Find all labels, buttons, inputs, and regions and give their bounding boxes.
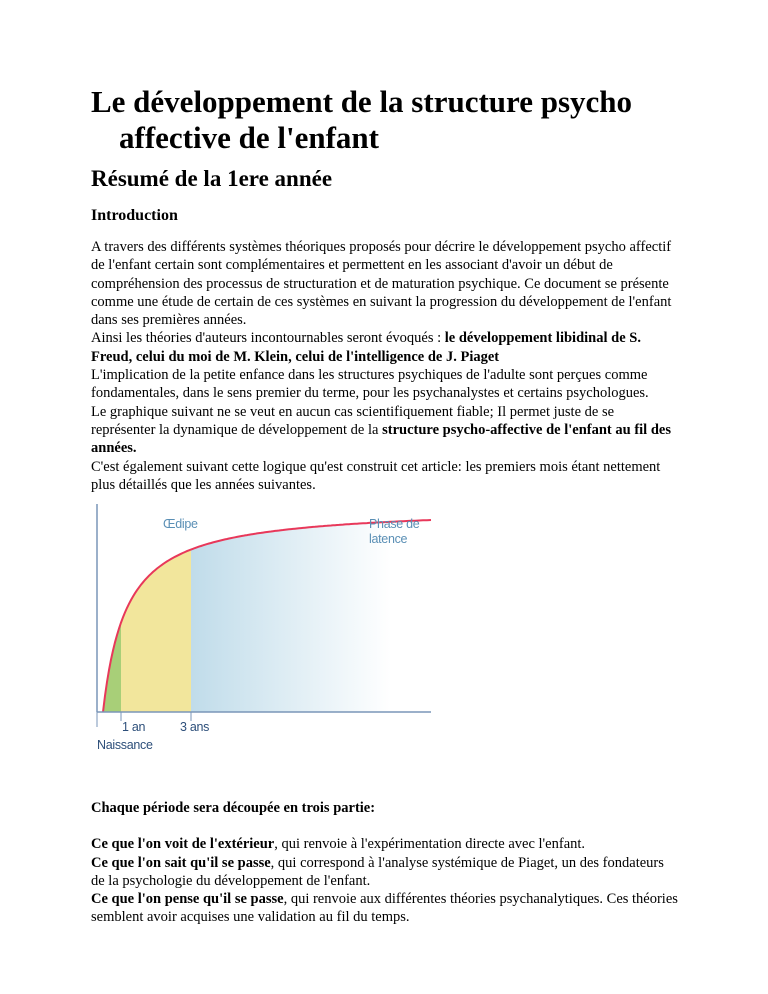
phase-area-3 <box>191 522 391 712</box>
intro-authors: le développement libidinal de S. Freud, celui du moi de M. Klein, celui de l'intelligence de J. Piaget <box>91 330 641 365</box>
phase-area-2 <box>121 550 191 713</box>
origin-label-naissance: Naissance <box>97 738 153 752</box>
periods-text <box>91 799 681 927</box>
introduction-text <box>91 238 681 494</box>
intro-sentence-3: L'implication de la petite enfance dans les structures psychiques de l'adulte sont perçues comme fondamentales, dans le sens premier du terme, pour les psychanalystes et certains psychologues. <box>91 367 649 402</box>
phase-area-1 <box>103 623 121 712</box>
intro-sentence-4: Le graphique suivant ne se veut en aucun cas scientifiquement fiable; Il permet juste de se représenter la dynamique de développement de la <box>91 403 615 438</box>
tick-label-3ans: 3 ans <box>180 720 210 734</box>
latence-label-line1: Phase de <box>369 517 420 531</box>
period-item-2-title: Ce que l'on sait qu'il se passe <box>91 854 271 871</box>
oedipe-label: Œdipe <box>163 517 198 531</box>
period-item-2-text: , qui correspond à l'analyse systémique de Piaget, un des fondateurs de la psychologie du développement de l'enfant. <box>91 854 664 889</box>
development-chart <box>91 500 441 755</box>
period-item-3-title: Ce que l'on pense qu'il se passe <box>91 891 284 908</box>
period-item-3-text: , qui renvoie aux différentes théories psychanalytiques. Ces théories semblent avoir acquises une validation au fil du temps. <box>91 891 678 926</box>
page-title: Le développement de la structure psycho affective de l'enfant <box>91 84 633 155</box>
intro-sentence-2: Ainsi les théories d'auteurs incontournables seront évoqués : <box>91 330 445 347</box>
section-heading-introduction: Introduction <box>91 207 178 224</box>
intro-sentence-1: A travers des différents systèmes théoriques proposés pour décrire le développement psycho affectif de l'enfant certain sont complémentaires et permettent en les associant d'avoir un début de compréhension des processus de structuration et de maturation psychique. Ce document se présente comme une étude de certain de ces systèmes en suivant la progression du développement de l'enfant dans ses premières années. <box>91 239 672 329</box>
period-item-1-title: Ce que l'on voit de l'extérieur <box>91 836 275 853</box>
periods-heading: Chaque période sera découpée en trois partie: <box>91 800 376 816</box>
period-item-1-text: , qui renvoie à l'expérimentation directe avec l'enfant. <box>274 836 586 853</box>
page-subtitle: Résumé de la 1ere année <box>91 166 333 191</box>
intro-structure-emphasis: structure psycho-affective de l'enfant au fil des années. <box>91 421 671 457</box>
tick-label-1an: 1 an <box>122 720 146 734</box>
latence-label-line2: latence <box>369 532 408 546</box>
intro-sentence-5: C'est également suivant cette logique qu'est construit cet article: les premiers mois étant nettement plus détaillés que les années suivantes. <box>91 458 661 493</box>
